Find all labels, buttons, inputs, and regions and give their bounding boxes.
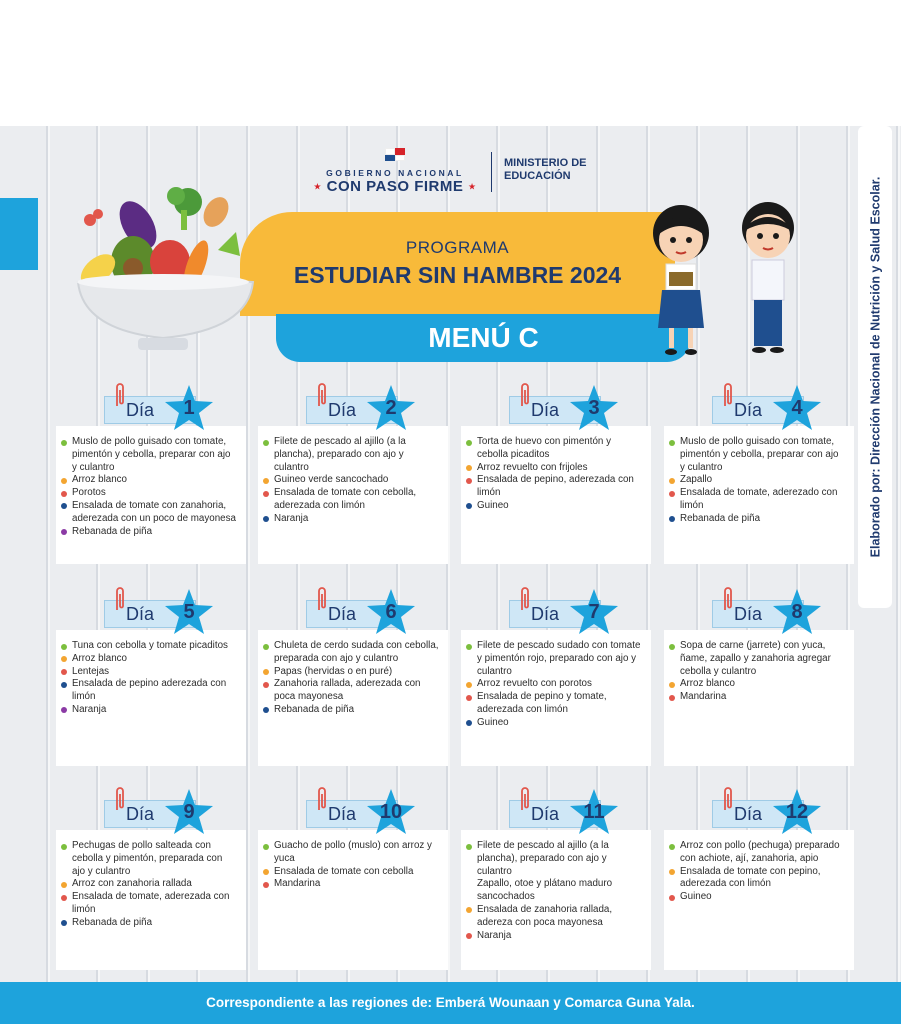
menu-item-text: Filete de pescado sudado con tomate y pimentón rojo, preparado con ajo y culantro: [477, 640, 641, 677]
bullet-dot-icon: [466, 695, 472, 701]
day-number: 4: [791, 397, 803, 419]
menu-item-text: Chuleta de cerdo sudada con cebolla, preparada con ajo y culantro: [274, 640, 439, 664]
bullet-dot-icon: [669, 895, 675, 901]
bullet-dot-icon: [466, 907, 472, 913]
day-number: 7: [588, 601, 600, 623]
bullet-dot-icon: [669, 844, 675, 850]
day-card: [56, 426, 246, 564]
menu-item: [475, 717, 643, 730]
day-card: [461, 630, 651, 766]
day-tag: [302, 786, 420, 830]
menu-item: [272, 666, 440, 679]
menu-item: [475, 640, 643, 678]
menu-item: [475, 462, 643, 475]
bullet-dot-icon: [263, 669, 269, 675]
menu-item: [70, 500, 238, 526]
menu-item: [475, 500, 643, 513]
menu-item-text: Zapallo, otoe y plátano maduro sancochados: [477, 878, 613, 903]
menu-item-text: Ensalada de pepino y tomate, aderezada con limón: [477, 691, 607, 715]
menu-item: [678, 474, 846, 487]
bullet-dot-icon: [263, 844, 269, 850]
menu-item: [272, 436, 440, 474]
bullet-dot-icon: [263, 869, 269, 875]
bullet-dot-icon: [669, 516, 675, 522]
paperclip-icon: [114, 382, 126, 408]
ministry-line-1: MINISTERIO DE: [504, 157, 587, 169]
menu-item: [70, 436, 238, 474]
paperclip-icon: [722, 586, 734, 612]
day-tag: [100, 786, 218, 830]
menu-item-list: [461, 640, 651, 730]
menu-item-text: Lentejas: [72, 665, 110, 677]
bullet-dot-icon: [263, 516, 269, 522]
day-tag: [302, 382, 420, 426]
menu-item: [678, 691, 846, 704]
day-number: 8: [791, 601, 803, 623]
day-label: Día: [734, 804, 763, 824]
menu-item-text: Naranja: [72, 703, 107, 715]
menu-item: [475, 840, 643, 878]
menu-item: [70, 840, 238, 878]
menu-item-text: Tuna con cebolla y tomate picaditos: [72, 640, 228, 651]
bullet-dot-icon: [61, 656, 67, 662]
menu-item: [70, 917, 238, 930]
menu-item: [272, 704, 440, 717]
day-label: Día: [126, 604, 155, 624]
paperclip-icon: [316, 382, 328, 408]
bullet-dot-icon: [669, 478, 675, 484]
day-tag: [708, 586, 826, 630]
bullet-dot-icon: [61, 503, 67, 509]
header-divider: [491, 152, 492, 192]
bullet-dot-icon: [466, 440, 472, 446]
menu-item-text: Porotos: [72, 487, 106, 499]
menu-item-text: Arroz con pollo (pechuga) preparado con achiote, ají, zanahoria, apio: [680, 840, 840, 864]
menu-item: [70, 653, 238, 666]
menu-item-list: [664, 840, 854, 904]
menu-item-text: Papas (hervidas o en puré): [274, 665, 393, 677]
menu-item-text: Rebanada de piña: [274, 703, 355, 715]
menu-item-text: Ensalada de tomate con zanahoria, aderezada con un poco de mayonesa: [72, 499, 236, 524]
menu-item-list: [461, 840, 651, 942]
bullet-dot-icon: [61, 644, 67, 650]
bullet-dot-icon: [466, 682, 472, 688]
menu-item-text: Guacho de pollo (muslo) con arroz y yuca: [274, 840, 432, 864]
menu-item-list: [258, 436, 448, 526]
day-label: Día: [531, 400, 560, 420]
day-card: [664, 830, 854, 970]
side-note-text: Elaborado por: Dirección Nacional de Nutrición y Salud Escolar.: [868, 176, 882, 558]
menu-item: [475, 474, 643, 500]
footer-text: Correspondiente a las regiones de: Emberá Wounaan y Comarca Guna Yala.: [206, 995, 695, 1010]
gov-small-text: GOBIERNO NACIONAL: [326, 168, 464, 178]
menu-item-text: Rebanada de piña: [72, 916, 153, 928]
bullet-dot-icon: [61, 920, 67, 926]
menu-item-list: [258, 640, 448, 717]
day-tag: [100, 382, 218, 426]
menu-item-text: Arroz blanco: [72, 652, 127, 664]
bullet-dot-icon: [61, 882, 67, 888]
program-label: PROGRAMA: [405, 238, 510, 257]
day-number: 12: [785, 801, 809, 823]
menu-item-list: [56, 436, 246, 538]
bullet-dot-icon: [466, 503, 472, 509]
day-card: [56, 830, 246, 970]
left-accent-bar: [0, 198, 38, 270]
paperclip-icon: [722, 382, 734, 408]
paperclip-icon: [519, 786, 531, 812]
day-card: [258, 830, 448, 970]
menu-item-list: [258, 840, 448, 891]
menu-item-text: Ensalada de tomate con pepino, aderezada con limón: [680, 865, 821, 890]
menu-item: [678, 840, 846, 866]
menu-item-text: Mandarina: [680, 691, 727, 703]
bullet-dot-icon: [61, 682, 67, 688]
bullet-dot-icon: [263, 882, 269, 888]
day-label: Día: [328, 400, 357, 420]
bullet-dot-icon: [466, 465, 472, 471]
bullet-dot-icon: [61, 895, 67, 901]
day-card: [461, 426, 651, 564]
food-bowl-icon: [58, 170, 268, 365]
government-logo: [300, 148, 490, 195]
day-number: 10: [379, 801, 403, 823]
day-label: Día: [126, 804, 155, 824]
gov-big-text: CON PASO FIRME: [326, 178, 464, 195]
menu-item: [272, 640, 440, 666]
menu-item-text: Ensalada de tomate con cebolla, aderezada con limón: [274, 487, 417, 511]
day-number: 11: [583, 801, 605, 823]
day-number: 6: [385, 601, 397, 623]
menu-item: [272, 474, 440, 487]
menu-item: [475, 904, 643, 930]
day-label: Día: [328, 804, 357, 824]
menu-item: [272, 487, 440, 513]
menu-item: [70, 474, 238, 487]
bullet-dot-icon: [61, 529, 67, 535]
menu-item-text: Arroz revuelto con porotos: [477, 678, 592, 690]
paperclip-icon: [114, 786, 126, 812]
menu-item: [678, 513, 846, 526]
menu-item: [70, 704, 238, 717]
bullet-dot-icon: [669, 869, 675, 875]
menu-item-text: Ensalada de tomate con cebolla: [274, 865, 414, 877]
day-card: [664, 630, 854, 766]
menu-item-text: Ensalada de tomate, aderezado con limón: [680, 487, 838, 511]
day-number: 9: [183, 801, 195, 823]
bullet-dot-icon: [466, 720, 472, 726]
bullet-dot-icon: [61, 844, 67, 850]
menu-item-text: Muslo de pollo guisado con tomate, pimentón y cebolla, preparar con ajo y culantro: [680, 436, 839, 473]
day-label: Día: [531, 804, 560, 824]
day-tag: [302, 586, 420, 630]
title-year: 2024: [569, 262, 622, 288]
bullet-dot-icon: [669, 440, 675, 446]
day-number: 3: [588, 397, 600, 419]
bullet-dot-icon: [263, 707, 269, 713]
menu-item: [678, 436, 846, 474]
menu-item-list: [664, 436, 854, 526]
bullet-dot-icon: [61, 669, 67, 675]
bullet-dot-icon: [263, 440, 269, 446]
menu-item-text: Guineo: [477, 716, 509, 728]
bullet-dot-icon: [669, 695, 675, 701]
menu-item: [70, 666, 238, 679]
menu-item: [272, 840, 440, 866]
menu-item: [272, 866, 440, 879]
menu-item: [475, 691, 643, 717]
menu-item: [70, 678, 238, 704]
day-label: Día: [531, 604, 560, 624]
bullet-dot-icon: [669, 644, 675, 650]
menu-item-text: Filete de pescado al ajillo (a la plancha), preparado con ajo y culantro: [477, 840, 609, 877]
day-card: [258, 426, 448, 564]
day-tag: [708, 786, 826, 830]
title-text: ESTUDIAR SIN HAMBRE: [293, 262, 564, 288]
paperclip-icon: [519, 586, 531, 612]
menu-item: [678, 891, 846, 904]
menu-item: [475, 436, 643, 462]
menu-item: [678, 866, 846, 892]
day-tag: [505, 586, 623, 630]
menu-item: [272, 513, 440, 526]
bullet-dot-icon: [669, 682, 675, 688]
menu-item-text: Muslo de pollo guisado con tomate, pimentón y cebolla, preparar con ajo y culantro: [72, 436, 231, 473]
bullet-dot-icon: [263, 491, 269, 497]
menu-item: [70, 487, 238, 500]
menu-item: [678, 487, 846, 513]
menu-item-list: [56, 640, 246, 717]
day-number: 2: [385, 397, 397, 419]
bullet-dot-icon: [466, 644, 472, 650]
paperclip-icon: [519, 382, 531, 408]
day-tag: [505, 786, 623, 830]
menu-item-text: Guineo: [680, 891, 712, 903]
program-title: [240, 262, 675, 289]
students-illustration-icon: [636, 188, 816, 368]
menu-item-text: Mandarina: [274, 878, 321, 890]
bullet-dot-icon: [61, 478, 67, 484]
menu-title: MENÚ C: [428, 322, 539, 353]
menu-item-text: Ensalada de pepino aderezada con limón: [72, 678, 227, 703]
day-label: Día: [734, 400, 763, 420]
bullet-dot-icon: [669, 491, 675, 497]
ministry-label: [504, 157, 587, 183]
bullet-dot-icon: [263, 682, 269, 688]
menu-item: [475, 678, 643, 691]
menu-item: [70, 526, 238, 539]
paperclip-icon: [114, 586, 126, 612]
menu-item-text: Torta de huevo con pimentón y cebolla picaditos: [477, 436, 611, 460]
menu-item-text: Ensalada de pepino, aderezada con limón: [477, 474, 634, 499]
paperclip-icon: [316, 786, 328, 812]
menu-item: [272, 878, 440, 891]
bullet-dot-icon: [466, 844, 472, 850]
bullet-dot-icon: [466, 478, 472, 484]
side-note: [858, 126, 892, 608]
menu-item-text: Zapallo: [680, 474, 713, 486]
bullet-dot-icon: [263, 478, 269, 484]
menu-item-text: Guineo: [477, 499, 509, 511]
bullet-dot-icon: [61, 440, 67, 446]
bullet-dot-icon: [466, 933, 472, 939]
day-card: [664, 426, 854, 564]
day-tag: [505, 382, 623, 426]
gov-big-line: ★ CON PASO FIRME ★: [313, 178, 477, 195]
paperclip-icon: [316, 586, 328, 612]
day-label: Día: [734, 604, 763, 624]
bullet-dot-icon: [61, 707, 67, 713]
menu-item-text: Arroz revuelto con frijoles: [477, 461, 588, 473]
menu-item: [678, 640, 846, 678]
bullet-dot-icon: [263, 644, 269, 650]
menu-item-text: Arroz con zanahoria rallada: [72, 878, 192, 890]
menu-item-list: [56, 840, 246, 930]
menu-item-text: Ensalada de zanahoria rallada, adereza con poca mayonesa: [477, 903, 613, 928]
menu-item: [272, 678, 440, 704]
day-number: 1: [183, 397, 195, 419]
menu-item-text: Rebanada de piña: [72, 525, 153, 537]
menu-item-text: Naranja: [274, 512, 309, 524]
bullet-dot-icon: [61, 491, 67, 497]
menu-item: [70, 640, 238, 653]
menu-item-text: Pechugas de pollo salteada con cebolla y pimentón, preparada con ajo y culantro: [72, 840, 223, 877]
day-label: Día: [328, 604, 357, 624]
day-number: 5: [183, 601, 195, 623]
day-label: Día: [126, 400, 155, 420]
day-tag: [100, 586, 218, 630]
menu-item-text: Ensalada de tomate, aderezada con limón: [72, 891, 230, 915]
menu-item: [678, 678, 846, 691]
day-tag: [708, 382, 826, 426]
menu-item-text: Rebanada de piña: [680, 512, 761, 524]
panama-flag-icon: [385, 148, 405, 161]
menu-item-list: [461, 436, 651, 513]
menu-item-text: Arroz blanco: [72, 474, 127, 486]
menu-item-text: Sopa de carne (jarrete) con yuca, ñame, zapallo y zanahoria agregar cebolla y culantro: [680, 640, 831, 677]
menu-item-text: Filete de pescado al ajillo (a la plancha), preparado con ajo y culantro: [274, 436, 406, 473]
ministry-line-2: EDUCACIÓN: [504, 170, 571, 182]
menu-item: [475, 930, 643, 943]
paperclip-icon: [722, 786, 734, 812]
menu-item: [475, 878, 643, 904]
menu-item: [70, 878, 238, 891]
day-card: [56, 630, 246, 766]
menu-item-text: Zanahoria rallada, aderezada con poca mayonesa: [274, 678, 421, 703]
menu-item-text: Naranja: [477, 929, 512, 941]
day-card: [461, 830, 651, 970]
menu-item-text: Guineo verde sancochado: [274, 474, 389, 486]
menu-item: [70, 891, 238, 917]
menu-item-text: Arroz blanco: [680, 678, 735, 690]
menu-item-list: [664, 640, 854, 704]
day-card: [258, 630, 448, 766]
